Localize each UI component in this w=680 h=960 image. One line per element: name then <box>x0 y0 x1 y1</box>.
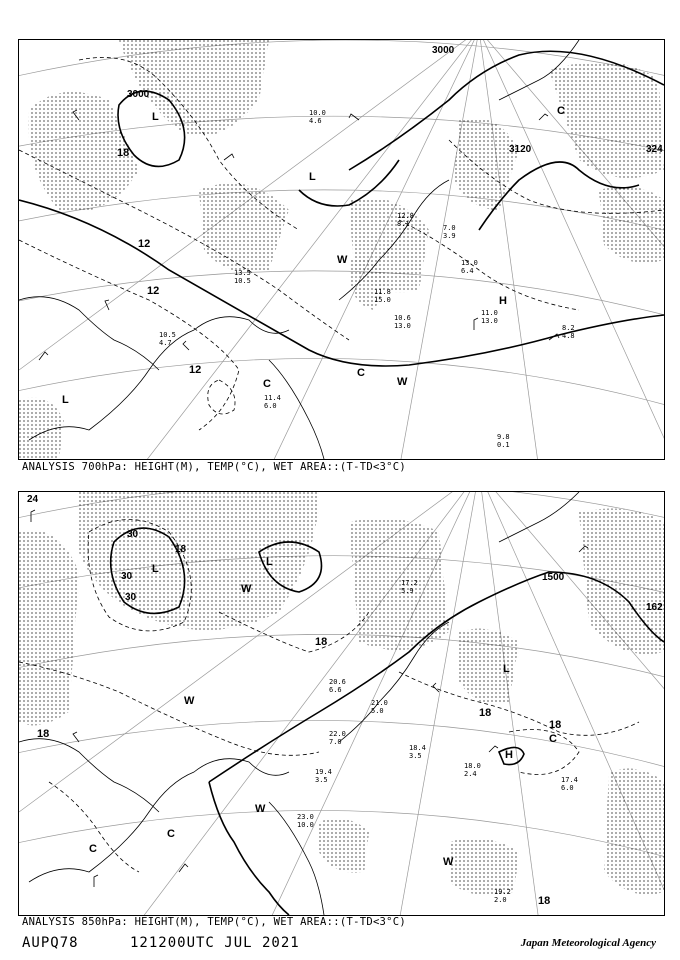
station-temp: 10.6 <box>394 314 411 322</box>
low-center-label: L <box>266 556 273 568</box>
contour-label-30: 30 <box>121 571 133 582</box>
map-700hpa <box>19 40 664 459</box>
station-dewpoint: 4.6 <box>309 117 322 125</box>
station-temp: 9.8 <box>497 433 510 441</box>
isotherm-label-12: 12 <box>138 238 151 250</box>
warm-center-label: W <box>184 695 195 707</box>
contour-label-3120: 3120 <box>509 144 532 155</box>
station-dewpoint: 3.5 <box>409 752 422 760</box>
warm-center-label: W <box>337 254 348 266</box>
station-dewpoint: 5.9 <box>401 587 414 595</box>
station-temp: 11.0 <box>481 309 498 317</box>
contour-label-3000-north: 3000 <box>432 45 455 56</box>
station-temp: 8.2 <box>562 324 575 332</box>
high-center-label: H <box>505 749 513 761</box>
contour-label-24: 24 <box>27 494 39 505</box>
low-center-label: L <box>62 394 69 406</box>
station-dewpoint: 8.1 <box>397 220 410 228</box>
warm-center-label: W <box>443 856 454 868</box>
station-temp: 17.2 <box>401 579 418 587</box>
panel-caption-850hpa: ANALYSIS 850hPa: HEIGHT(M), TEMP(°C), WET AREA::(T-TD<3°C) <box>22 916 407 928</box>
station-temp: 17.4 <box>561 776 578 784</box>
station-dewpoint: 2.4 <box>464 770 477 778</box>
low-center-label: L <box>309 171 316 183</box>
station-temp: 19.4 <box>315 768 332 776</box>
map-850hpa <box>19 492 664 915</box>
station-temp: 12.8 <box>397 212 414 220</box>
cold-center-label: C <box>89 843 97 855</box>
contour-label-3000-west: 3000 <box>127 89 150 100</box>
map-panel-700hpa <box>18 39 665 460</box>
station-temp: 22.0 <box>329 730 346 738</box>
station-temp: 10.5 <box>159 331 176 339</box>
station-temp: 10.0 <box>309 109 326 117</box>
station-dewpoint: 6.0 <box>264 402 277 410</box>
contour-label-18: 18 <box>175 544 187 555</box>
warm-center-label: W <box>241 583 252 595</box>
isotherm-label-18: 18 <box>549 719 562 731</box>
agency-credit: Japan Meteorological Agency <box>520 937 656 949</box>
station-dewpoint: 7.0 <box>329 738 342 746</box>
isotherm-label-12: 12 <box>147 285 160 297</box>
station-dewpoint: 4.8 <box>562 332 575 340</box>
low-center-label: L <box>152 563 159 575</box>
station-temp: 21.0 <box>371 699 388 707</box>
station-temp: 18.4 <box>409 744 426 752</box>
contour-label-30: 30 <box>127 529 139 540</box>
station-temp: 18.0 <box>464 762 481 770</box>
low-center-label: L <box>503 663 510 675</box>
high-center-label: H <box>499 295 507 307</box>
map-panel-850hpa <box>18 491 665 916</box>
station-dewpoint: 13.0 <box>394 322 411 330</box>
station-dewpoint: 13.0 <box>481 317 498 325</box>
station-dewpoint: 10.0 <box>297 821 314 829</box>
station-temp: 13.0 <box>461 259 478 267</box>
panel-caption-700hpa: ANALYSIS 700hPa: HEIGHT(M), TEMP(°C), WET AREA::(T-TD<3°C) <box>22 461 407 473</box>
station-dewpoint: 15.0 <box>374 296 391 304</box>
station-temp: 19.2 <box>494 888 511 896</box>
product-code: AUPQ78 <box>22 935 79 951</box>
isotherm-label-18: 18 <box>117 147 130 159</box>
warm-center-label: W <box>397 376 408 388</box>
station-dewpoint: 6.6 <box>329 686 342 694</box>
station-dewpoint: 2.0 <box>494 896 507 904</box>
station-temp: 7.0 <box>443 224 456 232</box>
cold-center-label: C <box>263 378 271 390</box>
station-temp: 11.4 <box>264 394 281 402</box>
station-temp: 23.0 <box>297 813 314 821</box>
isotherm-label-18: 18 <box>479 707 492 719</box>
station-dewpoint: 4.7 <box>159 339 172 347</box>
contour-label-162: 162 <box>646 602 663 613</box>
station-dewpoint: 3.5 <box>315 776 328 784</box>
contour-label-30: 30 <box>125 592 137 603</box>
warm-center-label: W <box>255 803 266 815</box>
contour-label-324: 324 <box>646 144 663 155</box>
valid-time: 121200UTC JUL 2021 <box>130 935 300 951</box>
station-dewpoint: 3.9 <box>443 232 456 240</box>
station-dewpoint: 10.5 <box>234 277 251 285</box>
isotherm-label-18: 18 <box>37 728 50 740</box>
isotherm-label-12: 12 <box>189 364 202 376</box>
low-center-label: L <box>152 111 159 123</box>
cold-center-label: C <box>549 733 557 745</box>
cold-center-label: C <box>357 367 365 379</box>
isotherm-label-18: 18 <box>538 895 551 907</box>
contour-label-1500: 1500 <box>542 572 565 583</box>
station-dewpoint: 0.1 <box>497 441 510 449</box>
station-temp: 13.5 <box>234 269 251 277</box>
station-temp: 20.6 <box>329 678 346 686</box>
cold-center-label: C <box>557 105 565 117</box>
cold-center-label: C <box>167 828 175 840</box>
station-temp: 11.8 <box>374 288 391 296</box>
wet-area <box>19 40 664 459</box>
station-dewpoint: 6.4 <box>461 267 474 275</box>
isotherm-label-18: 18 <box>315 636 328 648</box>
station-dewpoint: 5.0 <box>371 707 384 715</box>
station-dewpoint: 6.0 <box>561 784 574 792</box>
